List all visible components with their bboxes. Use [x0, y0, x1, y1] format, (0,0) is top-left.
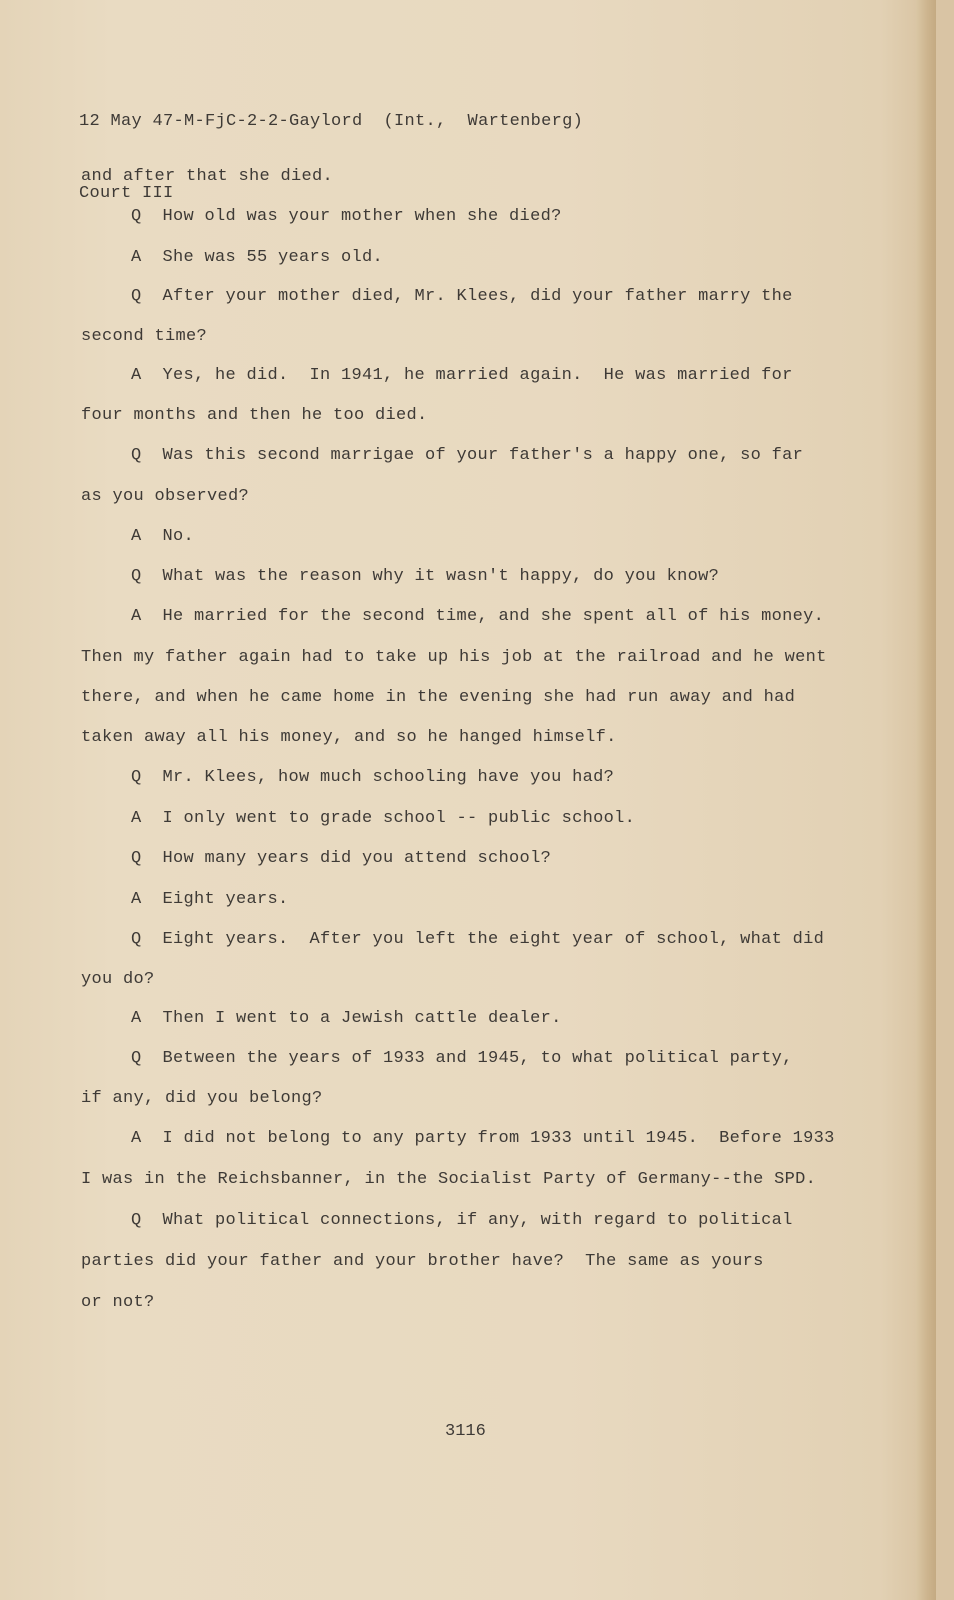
transcript-line: A Yes, he did. In 1941, he married again. He was married for	[131, 366, 793, 385]
header-court-line: Court III	[79, 184, 174, 203]
transcript-line: A She was 55 years old.	[131, 248, 384, 267]
transcript-line: taken away all his money, and so he hanged himself.	[81, 728, 617, 747]
page-edge	[916, 0, 936, 1600]
transcript-line: Q After your mother died, Mr. Klees, did your father marry the	[131, 287, 793, 306]
transcript-line: or not?	[81, 1293, 155, 1312]
header-case-line: 12 May 47-M-FjC-2-2-Gaylord (Int., Wartenberg)	[79, 112, 584, 131]
transcript-line: I was in the Reichsbanner, in the Socialist Party of Germany--the SPD.	[81, 1170, 817, 1189]
transcript-line: Q What was the reason why it wasn't happy, do you know?	[131, 567, 720, 586]
transcript-line: A No.	[131, 527, 195, 546]
transcript-line: A Eight years.	[131, 890, 289, 909]
transcript-line: Q How many years did you attend school?	[131, 849, 552, 868]
transcript-line: Q How old was your mother when she died?	[131, 207, 562, 226]
transcript-line: as you observed?	[81, 487, 250, 506]
transcript-line: A I only went to grade school -- public school.	[131, 809, 636, 828]
transcript-line: and after that she died.	[81, 167, 334, 186]
page-number: 3116	[445, 1422, 486, 1441]
transcript-line: there, and when he came home in the evening she had run away and had	[81, 688, 796, 707]
transcript-line: Q Was this second marrigae of your father's a happy one, so far	[131, 446, 804, 465]
transcript-line: Then my father again had to take up his job at the railroad and he went	[81, 648, 827, 667]
transcript-line: Q What political connections, if any, with regard to political	[131, 1211, 793, 1230]
transcript-line: A He married for the second time, and she spent all of his money.	[131, 607, 825, 626]
transcript-line: A Then I went to a Jewish cattle dealer.	[131, 1009, 562, 1028]
transcript-line: Q Mr. Klees, how much schooling have you had?	[131, 768, 615, 787]
transcript-line: second time?	[81, 327, 208, 346]
transcript-line: Q Eight years. After you left the eight year of school, what did	[131, 930, 825, 949]
transcript-line: parties did your father and your brother have? The same as yours	[81, 1252, 764, 1271]
transcript-line: if any, did you belong?	[81, 1089, 323, 1108]
transcript-line: A I did not belong to any party from 1933 until 1945. Before 1933	[131, 1129, 835, 1148]
transcript-line: you do?	[81, 970, 155, 989]
transcript-line: Q Between the years of 1933 and 1945, to what political party,	[131, 1049, 793, 1068]
transcript-line: four months and then he too died.	[81, 406, 428, 425]
